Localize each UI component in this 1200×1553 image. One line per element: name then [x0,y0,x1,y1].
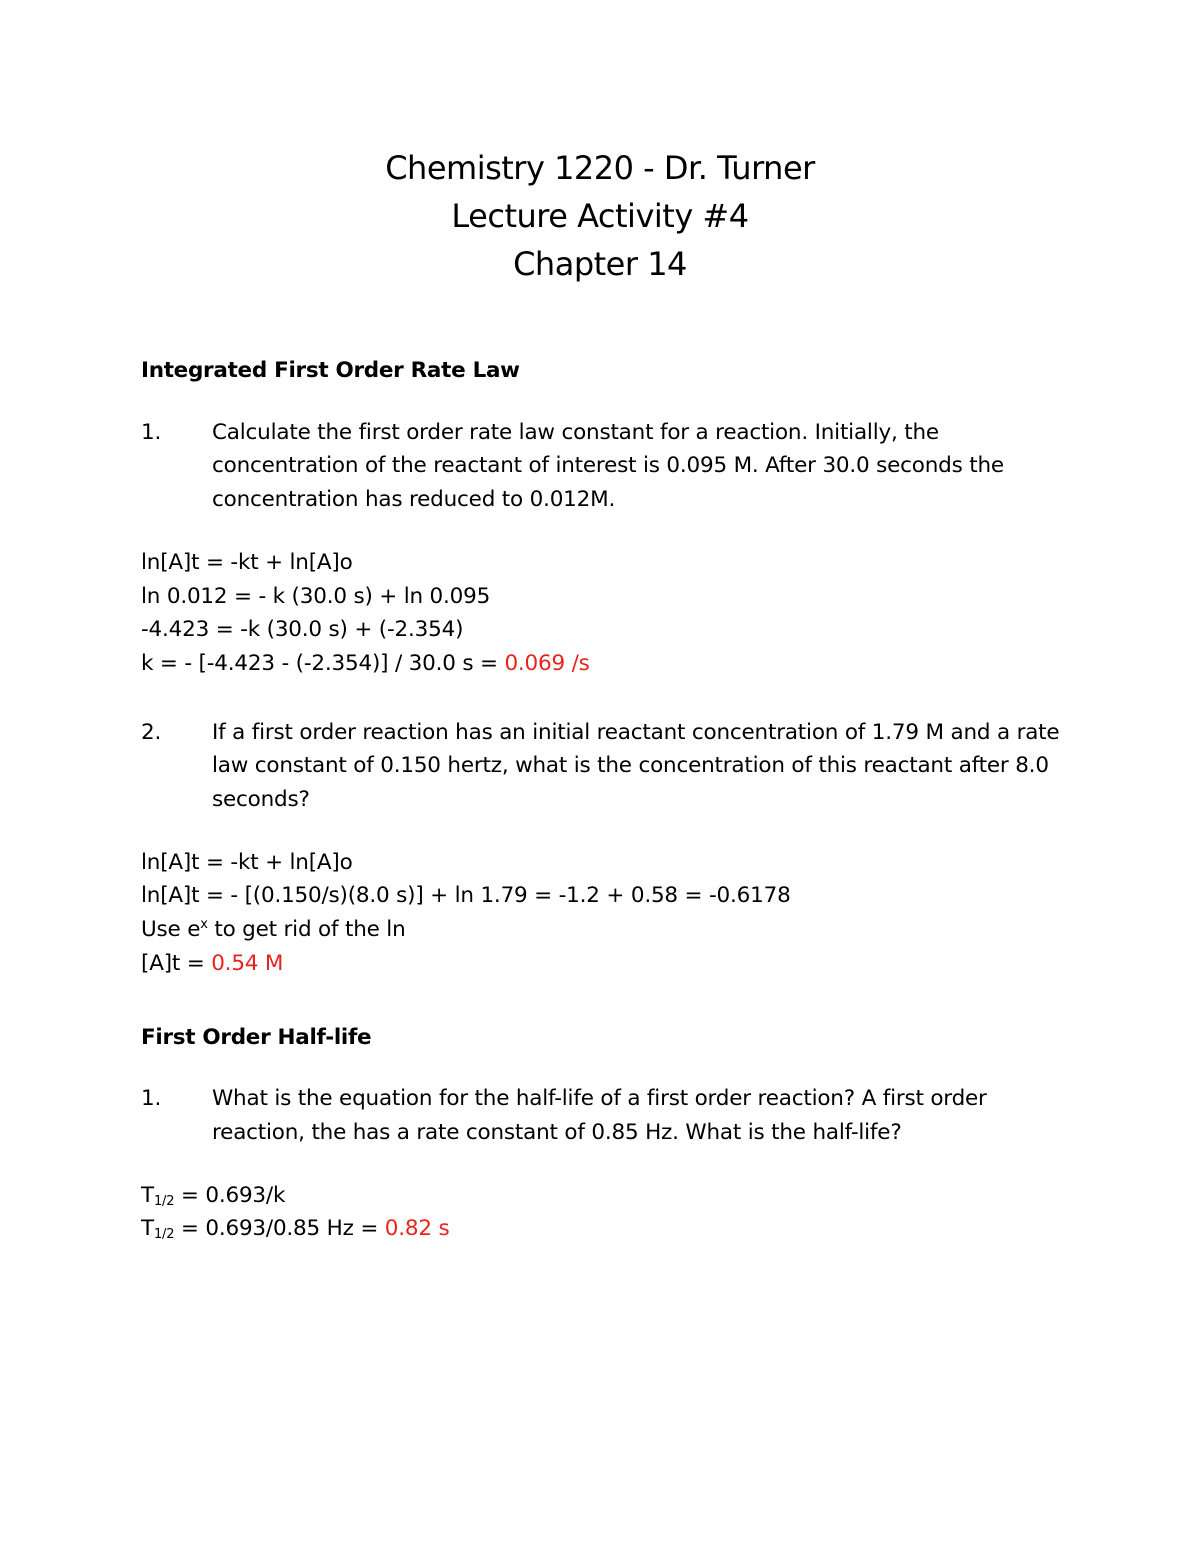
answer-value: 0.82 s [384,1216,450,1242]
solution-line: ln[A]t = - [(0.150/s)(8.0 s)] + ln 1.79 = -1.2 + 0.58 = -0.6178 [141,883,791,909]
final-equation-text: [A]t = [141,950,212,976]
solution-line: ln[A]t = -kt + ln[A]o [141,549,353,575]
question-1-half-life [141,1082,1071,1149]
solution-line: ln[A]t = -kt + ln[A]o [141,849,353,875]
document-header [0,144,1200,288]
question-1-rate-constant [141,416,1071,517]
activity-title: Lecture Activity #4 [451,197,749,235]
final-equation-text: k = - [-4.423 - (-2.354)] / 30.0 s = [141,650,505,676]
symbol-text: T [141,1182,154,1208]
worked-solution-2 [141,846,1071,981]
question-number: 1. [141,1086,162,1112]
solution-line: ln 0.012 = - k (30.0 s) + ln 0.095 [141,583,491,609]
chapter-title: Chapter 14 [513,245,687,283]
solution-final-line [141,1212,1071,1246]
question-text: If a first order reaction has an initial reactant concentration of 1.79 M and a rate law constant of 0.150 hertz, what is the concentration of this reactant after 8.0 seconds? [212,719,1060,813]
question-number: 2. [141,719,162,745]
worked-solution-1 [141,546,1071,681]
solution-final-line [141,647,1071,681]
instruction-text: to get rid of the ln [207,917,406,943]
worked-solution-half-life [141,1179,1071,1246]
answer-value: 0.54 M [211,950,284,976]
answer-value: 0.069 /s [504,650,590,676]
document-body [141,354,1071,1281]
solution-line: -4.423 = -k (30.0 s) + (-2.354) [141,617,464,643]
solution-line [141,1179,1071,1213]
equation-text: = 0.693/0.85 Hz = [174,1216,385,1242]
subscript-text: 1/2 [153,1193,175,1209]
exponent-superscript: x [200,917,208,933]
subscript-text: 1/2 [153,1227,175,1243]
course-title: Chemistry 1220 - Dr. Turner [385,149,815,187]
question-text: What is the equation for the half-life of a first order reaction? A first order reaction, the has a rate constant of 0.85 Hz. What is the half-life? [212,1086,987,1145]
equation-text: = 0.693/k [174,1182,286,1208]
solution-final-line [141,947,1071,981]
question-text: Calculate the first order rate law constant for a reaction. Initially, the concentration of the reactant of interest is 0.095 M. After 30.0 seconds the concentration has reduced to 0.012M. [212,419,1004,513]
question-number: 1. [141,419,162,445]
section-heading-integrated-rate-law: Integrated First Order Rate Law [141,358,520,383]
instruction-text: Use e [141,917,201,943]
symbol-text: T [141,1216,154,1242]
question-2-concentration [141,716,1071,817]
solution-line [141,913,1071,947]
section-heading-half-life: First Order Half-life [141,1024,372,1050]
